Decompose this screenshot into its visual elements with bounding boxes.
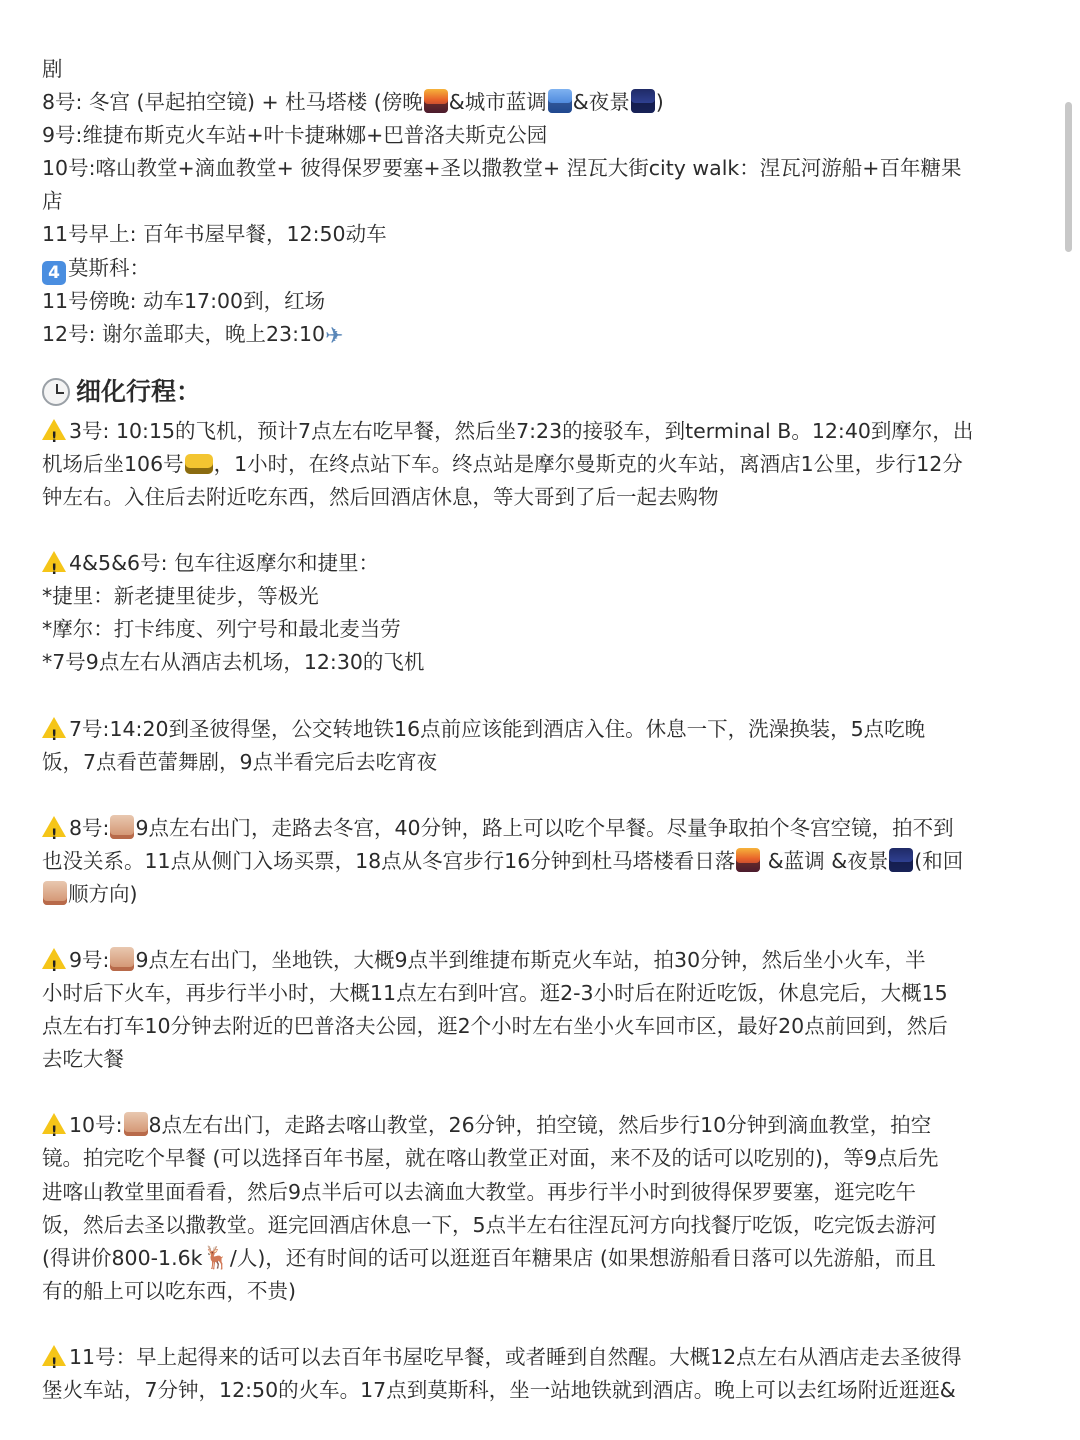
hotel-icon — [110, 815, 134, 839]
warning-icon — [42, 816, 66, 837]
hotel-icon — [124, 1112, 148, 1136]
overview-day8: 8号: 冬宫 (早起拍空镜) + 杜马塔楼 (傍晚 &城市蓝调 &夜景 ) — [42, 90, 664, 115]
detail-day3: !3号: 10:15的飞机，预计7点左右吃早餐，然后坐7:23的接驳车，到terminal B。12:40到摩尔，出 机场后坐106号 ，1小时，在终点站下车。终点站是摩尔曼斯克的火车站，离酒店1公里，步行12分 钟左右。入住后去附近吃东西，然后回酒店休息，等大哥到了后一起去购物 — [42, 415, 1042, 514]
itinerary-document — [42, 53, 1042, 1407]
warning-icon — [42, 419, 66, 440]
overview-day9: 9号:维捷布斯克火车站+叶卡捷琳娜+巴普洛夫斯克公园 — [42, 123, 548, 148]
warning-icon — [42, 948, 66, 969]
detail-day4-6: !4&5&6号: 包车往返摩尔和捷里： *捷里：新老捷里徒步，等极光 *摩尔：打卡纬度、列宁号和最北麦当劳 *7号9点左右从酒店去机场，12:30的飞机 — [42, 547, 1042, 679]
overview-line-ju: 剧 — [42, 57, 63, 81]
overview-day10-line2: 店 — [42, 189, 63, 214]
night-city-icon — [889, 848, 913, 872]
warning-icon — [42, 1113, 66, 1134]
deer-icon: 🦌 — [202, 1245, 230, 1271]
detail-day9: !9号: 9点左右出门，坐地铁，大概9点半到维捷布斯克火车站，拍30分钟，然后坐小火车，半 小时后下火车，再步行半小时，大概11点左右到叶宫。逛2-3小时后在附近吃饭，休息完后，大概15 点左右打车10分钟去附近的巴普洛夫公园，逛2个小时左右坐小火车回市区，最好20点前回到，然后 去吃大餐 — [42, 944, 1042, 1076]
warning-icon — [42, 1345, 66, 1366]
moscow-section-label: 4 莫斯科： — [42, 252, 1042, 285]
detailed-itinerary-heading: 细化行程： — [42, 371, 1042, 413]
warning-icon — [42, 551, 66, 572]
bus-icon — [185, 454, 213, 474]
warning-icon — [42, 717, 66, 738]
cityscape-icon — [548, 89, 572, 113]
overview-day11-evening: 11号傍晚: 动车17:00到，红场 — [42, 288, 326, 313]
vertical-scrollbar[interactable] — [1065, 102, 1072, 252]
night-city-icon — [631, 89, 655, 113]
detail-day10: !10号: 8点左右出门，走路去喀山教堂，26分钟，拍空镜，然后步行10分钟到滴血教堂，拍空 镜。拍完吃个早餐 (可以选择百年书屋，就在喀山教堂正对面，来不及的话可以吃别的)，等9点后先 进喀山教堂里面看看，然后9点半后可以去滴血大教堂。再步行半小时到彼得保罗要塞，逛完吃午 饭，然后去圣以撒教堂。逛完回酒店休息一下，5点半左右往涅瓦河方向找餐厅吃饭，吃完饭去游河 (得讲价800-1.6k🦌/人)，还有时间的话可以逛逛百年糖果店 (如果想游船看日落可以先游船，而且 有的船上可以吃东西，不贵) — [42, 1109, 1042, 1308]
overview-day10-line1: 10号:喀山教堂+滴血教堂+ 彼得保罗要塞+圣以撒教堂+ 涅瓦大街city walk：涅瓦河游船+百年糖果 — [42, 156, 962, 181]
detail-day7: !7号:14:20到圣彼得堡，公交转地铁16点前应该能到酒店入住。休息一下，洗澡换装，5点吃晚 饭，7点看芭蕾舞剧，9点半看完后去吃宵夜 — [42, 713, 1042, 779]
overview-day12: 12号: 谢尔盖耶夫，晚上23:10✈ — [42, 321, 344, 349]
overview-day11-morning: 11号早上: 百年书屋早餐，12:50动车 — [42, 222, 387, 247]
sunset-icon — [736, 848, 760, 872]
clock-icon — [42, 378, 70, 406]
sunset-icon — [424, 89, 448, 113]
detail-day11: !11号：早上起得来的话可以去百年书屋吃早餐，或者睡到自然醒。大概12点左右从酒店走去圣彼得 堡火车站，7分钟，12:50的火车。17点到莫斯科，坐一站地铁就到酒店。晚上可以去红场附近逛逛& — [42, 1341, 1042, 1407]
keycap-4-icon: 4 — [42, 261, 66, 285]
airplane-icon: ✈ — [325, 323, 344, 349]
hotel-icon — [43, 881, 67, 905]
detail-day8: !8号: 9点左右出门，走路去冬宫，40分钟，路上可以吃个早餐。尽量争取拍个冬宫空镜，拍不到 也没关系。11点从侧门入场买票，18点从冬宫步行16分钟到杜马塔楼看日落 &蓝调 &夜景 (和回 顺方向) — [42, 812, 1042, 911]
hotel-icon — [110, 947, 134, 971]
